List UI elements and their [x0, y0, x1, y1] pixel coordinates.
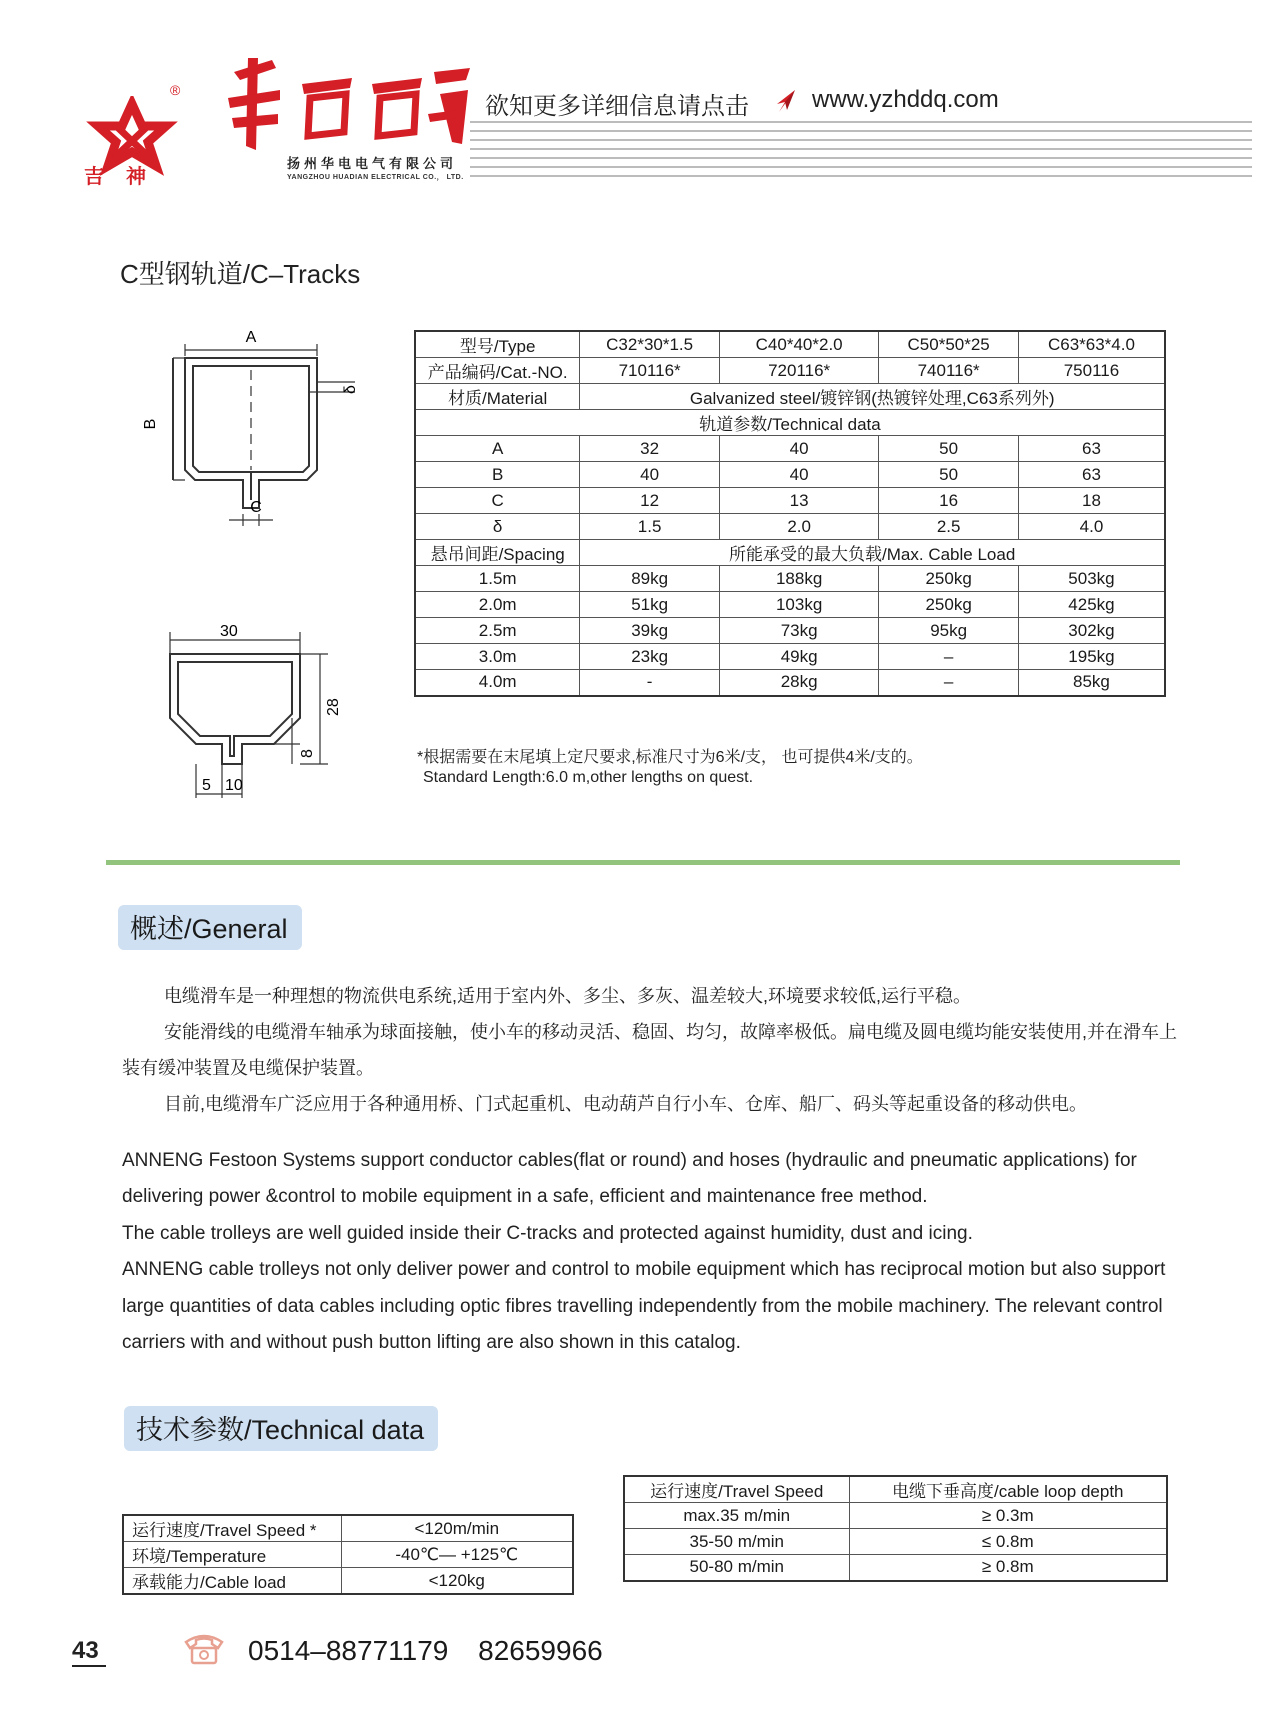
dim-name: A — [415, 436, 580, 462]
load-row — [415, 566, 1165, 592]
dim-name: C — [415, 488, 580, 514]
load-cell: 195kg — [1018, 644, 1165, 670]
material-label: 材质/Material — [415, 384, 580, 410]
load-cell: 49kg — [719, 644, 878, 670]
dim-cell: 12 — [580, 488, 720, 514]
dim-label-5: 5 — [202, 777, 211, 794]
dim-cell: 63 — [1018, 436, 1165, 462]
dim-cell: 40 — [719, 436, 878, 462]
tech-header: 轨道参数/Technical data — [415, 410, 1165, 436]
load-cell: - — [580, 670, 720, 696]
dim-label-28: 28 — [325, 698, 342, 716]
dim-row — [415, 488, 1165, 514]
load-header: 所能承受的最大负载/Max. Cable Load — [580, 540, 1165, 566]
speed-cell: 50-80 m/min — [624, 1555, 849, 1581]
load-row — [415, 618, 1165, 644]
load-cell: 95kg — [879, 618, 1019, 644]
length-note — [417, 748, 923, 788]
cat-cell: 740116* — [879, 358, 1019, 384]
page-number-underline — [72, 1665, 106, 1667]
section-title: C型钢轨道/C–Tracks — [120, 259, 361, 289]
param-row — [123, 1515, 573, 1542]
load-cell: 51kg — [580, 592, 720, 618]
slogan-text: 欲知更多详细信息请点击 — [485, 93, 749, 120]
cat-label: 产品编码/Cat.-NO. — [415, 358, 580, 384]
loop-row — [624, 1529, 1167, 1555]
dim-label-a: A — [245, 329, 257, 346]
depth-cell: ≤ 0.8m — [849, 1529, 1167, 1555]
loop-row — [624, 1503, 1167, 1529]
header-rules — [470, 121, 1252, 185]
load-cell: 188kg — [719, 566, 878, 592]
type-label: 型号/Type — [415, 331, 580, 358]
load-cell: 39kg — [580, 618, 720, 644]
general-cn-text — [122, 978, 1182, 1122]
spacing-label: 悬吊间距/Spacing — [415, 540, 580, 566]
load-cell: 250kg — [879, 566, 1019, 592]
type-cell: C50*50*25 — [879, 331, 1019, 358]
en-paragraph: The cable trolleys are well guided inside their C-tracks and protected against humidity, dust and icing. — [122, 1222, 973, 1244]
dim-cell: 4.0 — [1018, 514, 1165, 540]
param-label: 运行速度/Travel Speed * — [123, 1515, 341, 1542]
load-row — [415, 592, 1165, 618]
dim-label-c: C — [250, 499, 262, 516]
company-name-cn: 扬州华电电气有限公司 — [287, 156, 458, 171]
spacing-cell: 2.5m — [415, 618, 580, 644]
depth-cell: ≥ 0.8m — [849, 1555, 1167, 1581]
material-row — [415, 384, 1165, 410]
load-header-row — [415, 540, 1165, 566]
dim-cell: 40 — [580, 462, 720, 488]
dim-cell: 50 — [879, 462, 1019, 488]
cat-cell: 720116* — [719, 358, 878, 384]
dim-cell: 2.5 — [879, 514, 1019, 540]
dim-row — [415, 462, 1165, 488]
note-cn: *根据需要在末尾填上定尺要求,标准尺寸为6米/支， 也可提供4米/支的。 — [417, 749, 923, 766]
dim-label-30: 30 — [220, 623, 238, 640]
cn-paragraph: 电缆滑车是一种理想的物流供电系统,适用于室内外、多尘、多灰、温差较大,环境要求较低,运行平稳。 — [164, 986, 971, 1006]
cn-paragraph: 安能滑线的电缆滑车轴承为球面接触，使小车的移动灵活、稳固、均匀，故障率极低。扁电缆及圆电缆均能安装使用,并在滑车上装有缓冲装置及电缆保护装置。 — [122, 1022, 1177, 1078]
param-row — [123, 1542, 573, 1568]
dim-cell: 63 — [1018, 462, 1165, 488]
dim-cell: 13 — [719, 488, 878, 514]
cn-paragraph: 目前,电缆滑车广泛应用于各种通用桥、门式起重机、电动葫芦自行小车、仓库、船厂、码头等起重设备的移动供电。 — [164, 1094, 1087, 1114]
phone-numbers[interactable]: 0514–88771179 82659966 — [248, 1635, 603, 1666]
load-cell: 425kg — [1018, 592, 1165, 618]
param-value: -40℃— +125℃ — [341, 1542, 573, 1568]
speed-cell: max.35 m/min — [624, 1503, 849, 1529]
telephone-icon — [182, 1630, 226, 1666]
loop-header-row — [624, 1476, 1167, 1503]
param-label: 承载能力/Cable load — [123, 1568, 341, 1595]
general-en-text — [122, 1143, 1182, 1361]
cursor-arrow-icon — [775, 88, 799, 114]
dim-cell: 50 — [879, 436, 1019, 462]
speed-cell: 35-50 m/min — [624, 1529, 849, 1555]
depth-cell: ≥ 0.3m — [849, 1503, 1167, 1529]
param-label: 环境/Temperature — [123, 1542, 341, 1568]
page-number: 43 — [72, 1637, 99, 1664]
spacing-cell: 2.0m — [415, 592, 580, 618]
spacing-cell: 4.0m — [415, 670, 580, 696]
dim-label-b: B — [142, 418, 159, 430]
cat-row — [415, 358, 1165, 384]
page-header — [0, 0, 1285, 200]
load-cell: 302kg — [1018, 618, 1165, 644]
c-track-spec-table — [414, 330, 1166, 697]
load-cell: – — [879, 644, 1019, 670]
dim-row — [415, 436, 1165, 462]
load-cell: 250kg — [879, 592, 1019, 618]
website-link[interactable]: www.yzhddq.com — [812, 86, 999, 113]
load-cell: 73kg — [719, 618, 878, 644]
type-cell: C32*30*1.5 — [580, 331, 720, 358]
tech-header-row — [415, 410, 1165, 436]
dim-cell: 16 — [879, 488, 1019, 514]
load-cell: – — [879, 670, 1019, 696]
dim-label-8: 8 — [299, 749, 316, 758]
speed-header: 运行速度/Travel Speed — [624, 1476, 849, 1503]
load-cell: 103kg — [719, 592, 878, 618]
dim-cell: 18 — [1018, 488, 1165, 514]
load-cell: 503kg — [1018, 566, 1165, 592]
load-row — [415, 670, 1165, 696]
load-cell: 23kg — [580, 644, 720, 670]
cat-cell: 710116* — [580, 358, 720, 384]
param-value: <120kg — [341, 1568, 573, 1595]
note-en: Standard Length:6.0 m,other lengths on quest. — [423, 769, 754, 786]
en-paragraph: ANNENG Festoon Systems support conductor cables(flat or round) and hoses (hydraulic and pneumatic applications) for delivering power &control to mobile equipment in a safe, efficient and maintenance free method. — [122, 1150, 1137, 1208]
c-track-profile-drawing — [115, 320, 395, 550]
load-cell: 85kg — [1018, 670, 1165, 696]
cat-cell: 750116 — [1018, 358, 1165, 384]
type-cell: C40*40*2.0 — [719, 331, 878, 358]
param-row — [123, 1568, 573, 1595]
dim-row — [415, 514, 1165, 540]
load-row — [415, 644, 1165, 670]
loop-depth-table — [623, 1475, 1168, 1582]
type-row — [415, 331, 1165, 358]
en-paragraph: ANNENG cable trolleys not only deliver power and control to mobile equipment which has reciprocal motion but also support large quantities of data cables including optic fibres travelling independently from the mobile machinery. The relevant control carriers with and without push button lifting are also shown in this catalog. — [122, 1259, 1166, 1354]
dim-cell: 40 — [719, 462, 878, 488]
dim-cell: 32 — [580, 436, 720, 462]
general-heading: 概述/General — [118, 905, 302, 950]
loop-row — [624, 1555, 1167, 1581]
type-cell: C63*63*4.0 — [1018, 331, 1165, 358]
dim-label-10: 10 — [225, 777, 243, 794]
logo-subtitle: 吉神 — [84, 164, 168, 188]
dim-cell: 1.5 — [580, 514, 720, 540]
operating-params-table — [122, 1514, 574, 1595]
param-value: <120m/min — [341, 1515, 573, 1542]
load-cell: 89kg — [580, 566, 720, 592]
dim-name: δ — [415, 514, 580, 540]
section-divider — [106, 860, 1180, 865]
depth-header: 电缆下垂高度/cable loop depth — [849, 1476, 1167, 1503]
spacing-cell: 3.0m — [415, 644, 580, 670]
brand-calligraphy-logo — [222, 54, 472, 154]
technical-data-heading: 技术参数/Technical data — [124, 1406, 438, 1451]
dim-label-delta: δ — [342, 385, 359, 394]
company-name-en: YANGZHOU HUADIAN ELECTRICAL CO.， LTD. — [287, 174, 464, 181]
registered-mark: ® — [170, 82, 181, 98]
spacing-cell: 1.5m — [415, 566, 580, 592]
dim-name: B — [415, 462, 580, 488]
material-value: Galvanized steel/镀锌钢(热镀锌处理,C63系列外) — [580, 384, 1165, 410]
load-cell: 28kg — [719, 670, 878, 696]
dim-cell: 2.0 — [719, 514, 878, 540]
c-track-small-profile-drawing — [160, 598, 370, 820]
